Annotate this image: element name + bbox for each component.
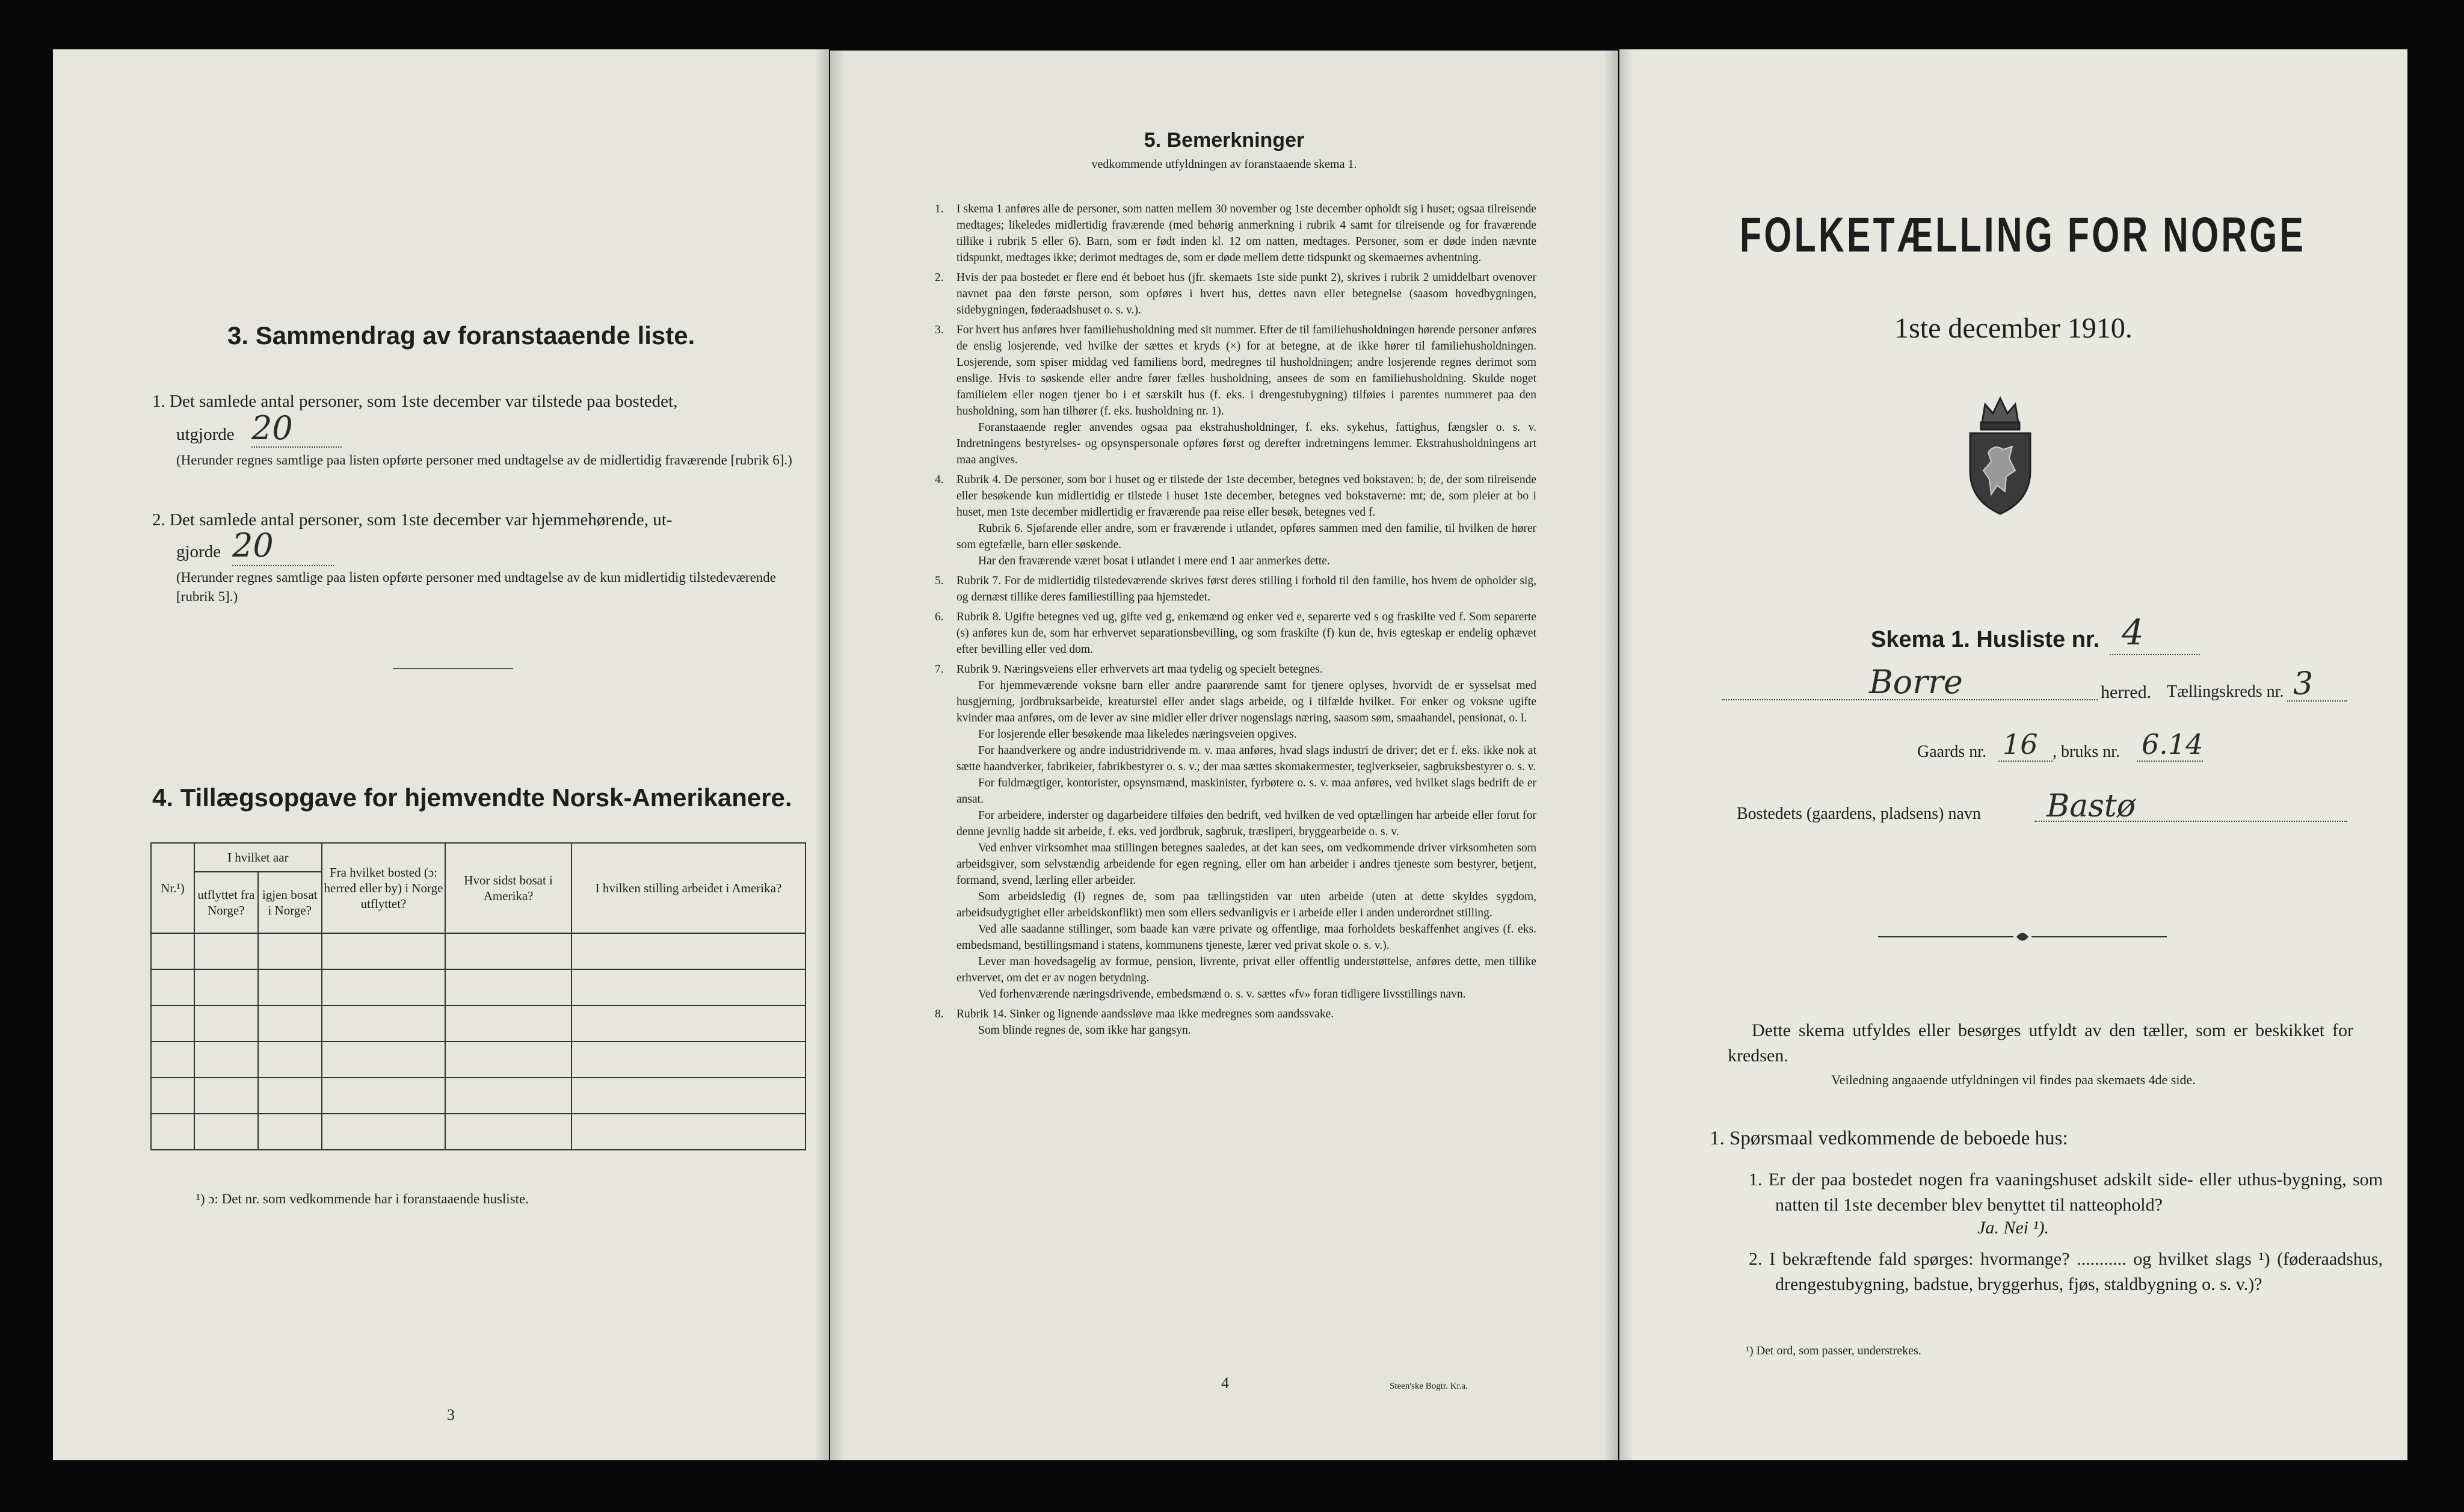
col-igjen: igjen bosat i Norge? <box>258 872 322 933</box>
husliste-nr: 4 <box>2122 612 2144 653</box>
col-sidst-bosat: Hvor sidst bosat i Amerika? <box>445 843 571 933</box>
page-1-cover <box>1619 49 2407 1460</box>
col-fra-bosted: Fra hvilket bosted (ɔ: herred eller by) i Norge utflyttet? <box>322 843 446 933</box>
ornament-divider-icon <box>1878 928 2167 946</box>
question-1-answers: Ja. Nei ¹). <box>1977 1218 2049 1238</box>
bosted-label: Bostedets (gaardens, pladsens) navn <box>1737 804 1981 823</box>
remark-paragraph: Rubrik 8. Ugifte betegnes ved ug, gifte ved g, enkemænd og enker ved e, separerte ved s og fraskilte ved f. Som separerte (s) anføres kun de, som har erhvervet separationsbevilling, og som fraskilte (f) kun de, hvis egteskap er endelig ophævet efter bevilling eller ved dom. <box>956 611 1536 656</box>
remark-number: 2. <box>935 271 944 284</box>
remark-item <box>935 270 1536 318</box>
remark-paragraph: Ved forhenværende næringsdrivende, embedsmænd o. s. v. sættes «fv» foran tidligere livsstillings navn. <box>978 988 1466 1001</box>
remark-number: 7. <box>935 663 944 676</box>
page-number-4: 4 <box>1221 1374 1229 1392</box>
question-1: 1. Er der paa bostedet nogen fra vaaningshuset adskilt side- eller uthus-bygning, som natten til 1ste december blev benyttet til natteophold? <box>1749 1170 2383 1215</box>
table-row <box>151 1041 805 1078</box>
item1-note: (Herunder regnes samtlige paa listen opførte personer med undtagelse av de midlertidig fraværende [rubrik 6].) <box>176 452 792 467</box>
remark-paragraph: Ved alle saadanne stillinger, som baade kan være private og offentlige, maa forholdets beskaffenhet angives (f. eks. embedsmand, bestillingsmand i statens, kommunens tjeneste, lærer ved privat skole o. s. v.). <box>956 923 1536 952</box>
item2-utgjorde: gjorde <box>176 542 221 561</box>
item2-value: 20 <box>232 526 274 564</box>
remark-paragraph: Foranstaaende regler anvendes ogsaa paa ekstrahusholdninger, f. eks. sykehus, fattighus, fængsler o. s. v. Indretningens bestyrelses- og opsynspersonale opføres først og derefter indretningens lemmer. Ekstrahusholdningens art maa angives. <box>956 421 1536 466</box>
remark-number: 8. <box>935 1008 944 1020</box>
remark-item <box>935 322 1536 468</box>
printer-mark: Steen'ske Bogtr. Kr.a. <box>1390 1381 1468 1391</box>
remark-number: 4. <box>935 474 944 486</box>
col-group-aar: I hvilket aar <box>194 843 322 872</box>
page-4-middle <box>830 51 1618 1460</box>
form-title: FOLKETÆLLING FOR NORGE <box>1740 208 2306 262</box>
remark-paragraph: Rubrik 9. Næringsveiens eller erhvervets art maa tydelig og specielt betegnes. <box>956 663 1323 676</box>
item2-note: (Herunder regnes samtlige paa listen opførte personer med undtagelse av de kun midlertidig tilstedeværende [rubrik 5].) <box>176 570 776 604</box>
gaards-value: 16 <box>2003 728 2038 761</box>
herred-label: herred. <box>2101 682 2152 702</box>
remark-number: 1. <box>935 203 944 215</box>
herred-value: Borre <box>1869 663 1963 701</box>
remark-paragraph: Rubrik 14. Sinker og lignende aandssløve maa ikke medregnes som aandssvake. <box>956 1008 1334 1020</box>
remark-number: 5. <box>935 575 944 587</box>
remark-paragraph: I skema 1 anføres alle de personer, som natten mellem 30 november og 1ste december opholdt sig i huset; ogsaa tilreisende medtages; likeledes midlertidig fraværende (med behørig anmerkning i rubrik 4 samt for tilreisende og for fraværende tillike i rubrik 5 eller 6). Barn, som er født inden kl. 12 om natten, medtages. Personer, som er døde inden nævnte tidspunkt, medtages ikke; derimot medtages de, som er døde mellem dette tidspunkt og skemaernes avhentning. <box>956 203 1536 264</box>
remark-paragraph: Lever man hovedsagelig av formue, pension, livrente, privat eller offentlig understøttelse, anføres dette, men tillike erhvervet, om det er av nogen betydning. <box>956 955 1536 984</box>
section4-title: 4. Tillægsopgave for hjemvendte Norsk-Amerikanere. <box>152 783 792 812</box>
page-number-3: 3 <box>447 1406 455 1424</box>
table-row <box>151 1114 805 1150</box>
remark-item <box>935 201 1536 266</box>
table-row <box>151 933 805 969</box>
remark-paragraph: Rubrik 4. De personer, som bor i huset og er tilstede der 1ste december, betegnes ved bokstaven: b; de, der som tilreisende eller besøkende kun midlertidig er tilstede i huset 1ste december, betegnes ved bokstaverne: mt; de, som pleier at bo i huset, men 1ste december midlertidig er fraværende paa reise eller besøk, betegnes ved f. <box>956 474 1536 519</box>
remark-item <box>935 573 1536 605</box>
table-row <box>151 1005 805 1041</box>
bosted-value: Bastø <box>2047 788 2136 824</box>
remark-paragraph: For haandverkere og andre industridrivende m. v. maa anføres, hvad slags industri de driver; det er f. eks. ikke nok at sætte haandverker, fabrikeier, fabrikbestyrer o. s. v.; der maa sættes skomakermester, teglverkseier, sagbruksbestyrer o. s. v. <box>956 744 1536 773</box>
item1-utgjorde: utgjorde <box>176 425 235 444</box>
skema-label: Skema 1. Husliste nr. <box>1871 627 2100 652</box>
remark-number: 6. <box>935 611 944 623</box>
cover-footnote: ¹) Det ord, som passer, understrekes. <box>1746 1344 1921 1357</box>
table-footnote: ¹) ɔ: Det nr. som vedkommende har i foranstaaende husliste. <box>196 1191 529 1206</box>
norwegian-coat-of-arms-icon <box>1958 386 2042 519</box>
col-utflyttet: utflyttet fra Norge? <box>194 872 258 933</box>
remark-paragraph: Rubrik 7. For de midlertidig tilstedeværende skrives først deres stilling i forhold til den familie, hos hvem de opholder sig, og dernæst tillike deres familiestilling paa hjemstedet. <box>956 575 1536 603</box>
remark-paragraph: For hjemmeværende voksne barn eller andre paarørende samt for tjenere oplyses, hvorvidt de er sysselsat med husgjerning, jordbruksarbeide, kreaturstel eller andet slags arbeide, og i tilfælde hvilket. For enker og voksne ugifte kvinder maa anføres, om de lever av sine midler eller driver nogenslags næring, saasom søm, smaahandel, pensionat, o. l. <box>956 679 1536 724</box>
remark-item <box>935 661 1536 1002</box>
kreds-label: Tællingskreds nr. <box>2167 682 2284 701</box>
gaards-label: Gaards nr. <box>1917 742 1987 761</box>
instruction-small: Veiledning angaaende utfyldningen vil findes paa skemaets 4de side. <box>1831 1072 2196 1087</box>
remark-paragraph: For fuldmægtiger, kontorister, opsynsmænd, maskinister, fyrbøtere o. s. v. maa anføres, ved hvilket slags bedrift de er ansat. <box>956 777 1536 806</box>
remarks-list <box>935 201 1536 1042</box>
table-row <box>151 969 805 1005</box>
table-row <box>151 1078 805 1114</box>
remarks-title: 5. Bemerkninger <box>1144 129 1305 152</box>
bruks-value: 6.14 <box>2142 728 2204 761</box>
question-2: 2. I bekræftende fald spørges: hvormange? ........... og hvilket slags ¹) (føderaadshus, drengestubygning, badstue, bryggerhus, fjøs, staldbygning o. s. v.)? <box>1749 1249 2383 1294</box>
form-date: 1ste december 1910. <box>1894 312 2133 344</box>
question-section-title: 1. Spørsmaal vedkommende de beboede hus: <box>1710 1128 2068 1149</box>
page-3-left <box>53 49 829 1460</box>
instruction-text: Dette skema utfyldes eller besørges utfyldt av den tæller, som er beskikket for kredsen. <box>1728 1020 2353 1066</box>
item1-text: 1. Det samlede antal personer, som 1ste december var tilstede paa bostedet, <box>152 392 678 411</box>
bruks-label: , bruks nr. <box>2053 742 2120 761</box>
col-nr: Nr.¹) <box>151 843 194 933</box>
remark-paragraph: Som arbeidsledig (l) regnes de, som paa tællingstiden var uten arbeide (uten at dette skyldes sygdom, arbeidsudygtighet eller arbeidskonflikt) men som ellers sedvanligvis er i arbeide eller i anden underordnet stilling. <box>956 890 1536 919</box>
remark-paragraph: Hvis der paa bostedet er flere end ét beboet hus (jfr. skemaets 1ste side punkt 2), skrives i rubrik 2 umiddelbart ovenover navnet paa den første person, som opføres i hvert hus, dettes navn eller betegnelse (saasom hovedbygningen, sidebygningen, føderaadshuset o. s. v.). <box>956 271 1536 316</box>
remark-paragraph: Som blinde regnes de, som ikke har gangsyn. <box>978 1024 1191 1037</box>
norsk-amerikanere-table <box>150 842 806 1150</box>
remark-item <box>935 1006 1536 1038</box>
remark-paragraph: For losjerende eller besøkende maa likeledes næringsveien opgives. <box>978 728 1297 741</box>
remark-number: 3. <box>935 324 944 336</box>
remark-paragraph: Ved enhver virksomhet maa stillingen betegnes saaledes, at det kan sees, om vedkommende driver virksomheten som arbeidsgiver, som selvstændig arbeidende for egen regning, eller om han arbeider i andres tjeneste som bestyrer, betjent, formand, svend, lærling eller arbeider. <box>956 842 1536 887</box>
remark-item <box>935 472 1536 569</box>
item2-text: 2. Det samlede antal personer, som 1ste december var hjemmehørende, ut- <box>152 510 673 529</box>
item1-value: 20 <box>251 409 293 447</box>
remark-item <box>935 609 1536 658</box>
remark-paragraph: For hvert hus anføres hver familiehusholdning med sit nummer. Efter de til familiehusholdningen hørende personer anføres de enslig losjerende, ved hvilke der sættes et kryds (×) for at betegne, at de ikke hører til familiehusholdningen. Losjerende, som spiser middag ved familiens bord, medregnes til husholdningen; andre losjerende regnes derimot som enslige. Hvis to søskende eller andre fører fælles husholdning, ansees de som en familiehusholdning. Skulde noget familielem eller nogen tjener bo i et særskilt hus (f. eks. i drengestubygning) tilføies i parentes nummeret paa den husholdning, som han tilhører (f. eks. husholdning nr. 1). <box>956 324 1536 418</box>
remark-paragraph: Har den fraværende været bosat i utlandet i mere end 1 aar anmerkes dette. <box>978 555 1330 567</box>
remark-paragraph: For arbeidere, inderster og dagarbeidere tilføies den bedrift, ved hvilken de ved optællingen har arbeide eller forut for denne jevnlig hadde sit arbeide, f. eks. ved jordbruk, sagbruk, træsliperi, bryggearbeide o. s. v. <box>956 809 1536 838</box>
remark-paragraph: Rubrik 6. Sjøfarende eller andre, som er fraværende i utlandet, opføres sammen med den familie, til hvilken de hører som egtefælle, barn eller søskende. <box>956 522 1536 551</box>
kreds-value: 3 <box>2293 666 2314 702</box>
col-stilling: I hvilken stilling arbeidet i Amerika? <box>571 843 805 933</box>
remarks-subtitle: vedkommende utfyldningen av foranstaaende skema 1. <box>1091 158 1357 171</box>
section3-title: 3. Sammendrag av foranstaaende liste. <box>227 321 695 350</box>
